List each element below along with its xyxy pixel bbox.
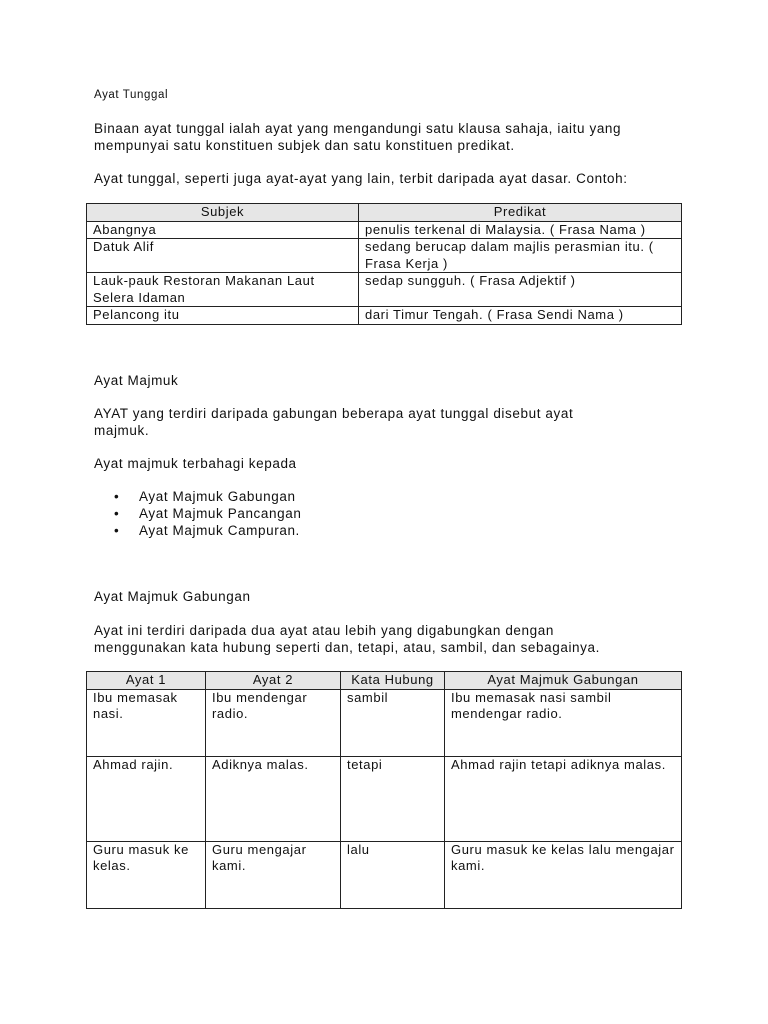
column-header: Ayat 2 bbox=[206, 672, 341, 690]
majmuk-definition bbox=[94, 405, 694, 439]
table-cell: Ibu memasak nasi. bbox=[87, 689, 206, 756]
column-header: Ayat Majmuk Gabungan bbox=[445, 672, 682, 690]
table-cell: Pelancong itu bbox=[87, 307, 359, 325]
table-cell: Ahmad rajin. bbox=[87, 756, 206, 841]
table-header-row bbox=[87, 672, 682, 690]
table-cell: Ibu mendengar radio. bbox=[206, 689, 341, 756]
column-header: Kata Hubung bbox=[341, 672, 445, 690]
column-header: Ayat 1 bbox=[87, 672, 206, 690]
table-cell: Adiknya malas. bbox=[206, 756, 341, 841]
definition-line: majmuk. bbox=[94, 423, 150, 438]
column-header: Subjek bbox=[87, 204, 359, 222]
intro-line: mempunyai satu konstituen subjek dan satu konstituen predikat. bbox=[94, 138, 515, 153]
table-cell: Guru mengajar kami. bbox=[206, 841, 341, 908]
table-row bbox=[87, 273, 682, 307]
table-row bbox=[87, 756, 682, 841]
list-item: • Ayat Majmuk Gabungan bbox=[139, 488, 301, 505]
table-cell: Abangnya bbox=[87, 221, 359, 239]
intro-paragraph bbox=[94, 120, 694, 154]
gabungan-description bbox=[94, 622, 694, 656]
table-row bbox=[87, 221, 682, 239]
ayat-majmuk-gabungan-table bbox=[86, 671, 682, 909]
majmuk-types-list bbox=[94, 488, 301, 539]
table-cell: sedang berucap dalam majlis perasmian itu. ( Frasa Kerja ) bbox=[359, 239, 682, 273]
section-title-gabungan: Ayat Majmuk Gabungan bbox=[94, 589, 251, 604]
table-row bbox=[87, 307, 682, 325]
intro-line: Binaan ayat tunggal ialah ayat yang mengandungi satu klausa sahaja, iaitu yang bbox=[94, 121, 622, 136]
table-cell: Lauk-pauk Restoran Makanan Laut Selera Idaman bbox=[87, 273, 359, 307]
description-line: menggunakan kata hubung seperti dan, tetapi, atau, sambil, dan sebagainya. bbox=[94, 640, 600, 655]
table-cell: lalu bbox=[341, 841, 445, 908]
majmuk-types-intro: Ayat majmuk terbahagi kepada bbox=[94, 456, 297, 471]
table-row bbox=[87, 841, 682, 908]
ayat-tunggal-table bbox=[86, 203, 682, 325]
definition-line: AYAT yang terdiri daripada gabungan beberapa ayat tunggal disebut ayat bbox=[94, 406, 574, 421]
list-item: • Ayat Majmuk Campuran. bbox=[139, 522, 301, 539]
description-line: Ayat ini terdiri daripada dua ayat atau lebih yang digabungkan dengan bbox=[94, 623, 554, 638]
section-title-ayat-tunggal: Ayat Tunggal bbox=[94, 89, 169, 101]
table-cell: tetapi bbox=[341, 756, 445, 841]
column-header: Predikat bbox=[359, 204, 682, 222]
table-cell: Datuk Alif bbox=[87, 239, 359, 273]
example-intro: Ayat tunggal, seperti juga ayat-ayat yang lain, terbit daripada ayat dasar. Contoh: bbox=[94, 171, 628, 186]
table-cell: Guru masuk ke kelas lalu mengajar kami. bbox=[445, 841, 682, 908]
table-cell: Guru masuk ke kelas. bbox=[87, 841, 206, 908]
table-cell: sambil bbox=[341, 689, 445, 756]
section-title-ayat-majmuk: Ayat Majmuk bbox=[94, 373, 179, 388]
table-row bbox=[87, 239, 682, 273]
table-row bbox=[87, 689, 682, 756]
table-cell: Ahmad rajin tetapi adiknya malas. bbox=[445, 756, 682, 841]
table-cell: dari Timur Tengah. ( Frasa Sendi Nama ) bbox=[359, 307, 682, 325]
table-cell: penulis terkenal di Malaysia. ( Frasa Nama ) bbox=[359, 221, 682, 239]
table-cell: sedap sungguh. ( Frasa Adjektif ) bbox=[359, 273, 682, 307]
table-cell: Ibu memasak nasi sambil mendengar radio. bbox=[445, 689, 682, 756]
table-header-row bbox=[87, 204, 682, 222]
list-item: • Ayat Majmuk Pancangan bbox=[139, 505, 301, 522]
